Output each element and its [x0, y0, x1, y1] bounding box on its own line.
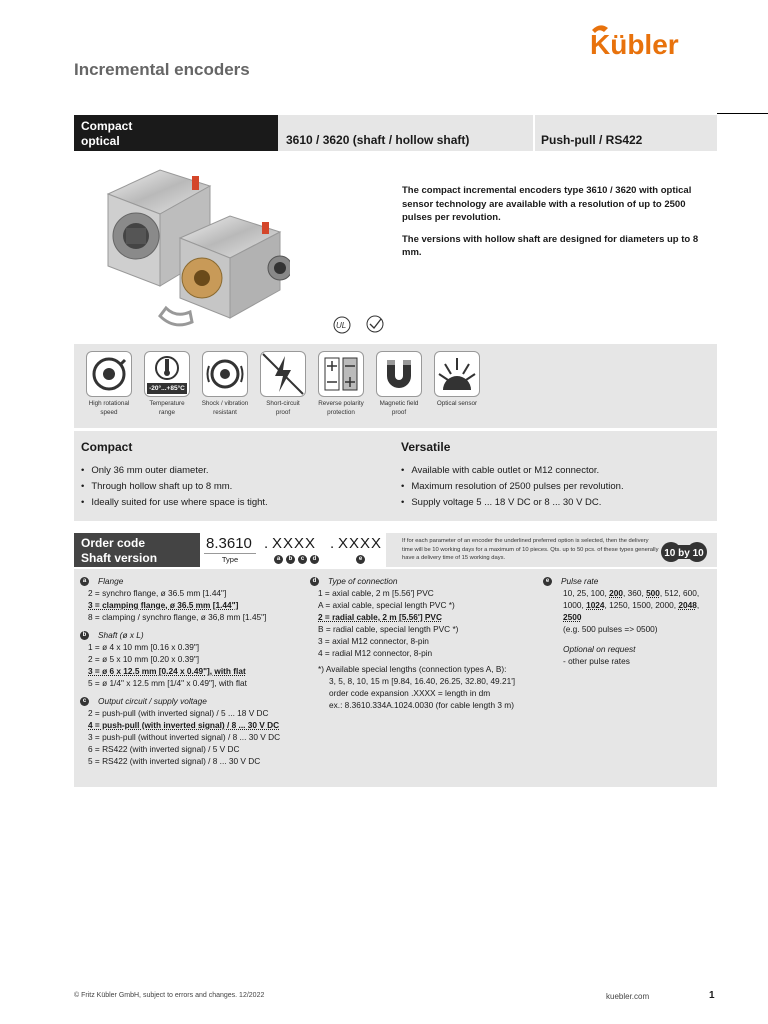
- output-title: Output circuit / supply voltage: [98, 696, 207, 706]
- connection-title: Type of connection: [328, 576, 398, 586]
- pulse-header: [543, 575, 713, 587]
- flange-option-preferred: 3 = clamping flange, ø 36.5 mm [1.44"]: [88, 600, 239, 610]
- order-code-slots-2: XXXX: [338, 535, 383, 552]
- footer-website: kuebler.com: [606, 992, 650, 1001]
- feature-optical: [428, 351, 486, 417]
- footer-copyright: © Fritz Kübler GmbH, subject to errors and changes. 12/2022: [74, 992, 265, 999]
- feature-magnetic-line2: proof: [391, 409, 407, 416]
- order-code-base-number: 8.3610: [206, 535, 252, 552]
- order-code-base: [200, 533, 260, 567]
- compact-item: • Ideally suited for use where space is tight.: [81, 495, 268, 511]
- pulse-value: ,: [696, 600, 700, 610]
- connection-footnote: order code expansion .XXXX = length in dm: [329, 688, 491, 698]
- versatile-title: Versatile: [401, 440, 451, 454]
- feature-icons: [80, 351, 486, 417]
- compact-item: • Only 36 mm outer diameter.: [81, 463, 268, 479]
- order-code-type-label: Type: [204, 553, 256, 564]
- order-code-dot-1: .: [264, 535, 269, 552]
- connection-footnote: ex.: 8.3610.334A.1024.0030 (for cable length 3 m): [329, 700, 514, 710]
- compact-section: [81, 440, 268, 511]
- pulse-value-preferred: 1024: [586, 600, 605, 610]
- pulse-values-line3: [543, 611, 713, 623]
- output-badge: c: [80, 697, 89, 706]
- feature-shock-line1: Shock / vibration: [201, 400, 249, 407]
- intro-paragraph-1: The compact incremental encoders type 3610 / 3620 with optical sensor technology are available with a resolution of up to 2500 pulses per revolution.: [402, 185, 692, 223]
- shaft-title: Shaft (ø x L): [98, 630, 144, 640]
- versatile-section: [401, 440, 624, 511]
- features-panel: [74, 344, 717, 521]
- pulse-value-preferred: 2048: [678, 600, 697, 610]
- optional-item: - other pulse rates: [563, 656, 630, 666]
- order-code-template: [200, 533, 386, 567]
- feature-speed: [80, 351, 138, 417]
- feature-shock: [196, 351, 254, 417]
- page-number: 1: [709, 990, 715, 1001]
- order-code-options: [74, 569, 717, 787]
- svg-text:UL: UL: [336, 321, 347, 330]
- connection-option: A = axial cable, special length PVC *): [318, 600, 455, 610]
- intro-text: [402, 184, 702, 268]
- output-option-preferred: 4 = push-pull (with inverted signal) / 8 ... 30 V DC: [88, 720, 280, 730]
- flange-option: 8 = clamping / synchro flange, ø 36,8 mm [1.45"]: [88, 612, 267, 622]
- connection-option: 4 = radial M12 connector, 8-pin: [318, 648, 433, 658]
- versatile-item: • Available with cable outlet or M12 connector.: [401, 463, 624, 479]
- header-rule: [717, 113, 768, 114]
- connection-footnote: 3, 5, 8, 10, 15 m [9.84, 16.40, 26.25, 32.80, 49.21']: [329, 676, 516, 686]
- category-line1: Compact: [81, 119, 133, 133]
- connection-option: B = radial cable, special length PVC *): [318, 624, 459, 634]
- certification-marks: [320, 313, 390, 335]
- pulse-value-preferred: 2500: [563, 612, 582, 622]
- reverse-polarity-icon: [318, 351, 364, 397]
- interface-cell: Push-pull / RS422: [535, 115, 717, 151]
- category-cell: [74, 115, 278, 151]
- feature-reverse-polarity: [312, 351, 370, 417]
- product-photo: [100, 158, 290, 338]
- pulse-value-preferred: 200: [609, 588, 623, 598]
- connection-header: [310, 575, 515, 587]
- output-header: [80, 695, 280, 707]
- pulse-value-preferred: 500: [646, 588, 660, 598]
- options-col-3: [543, 575, 713, 667]
- order-code-line2: Shaft version: [81, 551, 158, 565]
- high-rotational-speed-icon: [86, 351, 132, 397]
- connection-option: 3 = axial M12 connector, 8-pin: [318, 636, 429, 646]
- order-code-badges-1: [274, 555, 319, 564]
- pulse-example: (e.g. 500 pulses => 0500): [563, 624, 658, 634]
- flange-header: [80, 575, 280, 587]
- magnetic-field-icon: [376, 351, 422, 397]
- feature-temperature-line1: Temperature: [149, 400, 185, 407]
- output-option: 5 = RS422 (with inverted signal) / 8 ... 30 V DC: [88, 756, 261, 766]
- order-code-dot-2: .: [330, 535, 335, 552]
- model-cell: 3610 / 3620 (shaft / hollow shaft): [278, 115, 535, 151]
- feature-temperature-line2: range: [158, 409, 176, 416]
- temperature-range-icon: [144, 351, 190, 397]
- output-option: 2 = push-pull (with inverted signal) / 5 ... 18 V DC: [88, 708, 269, 718]
- flange-option: 2 = synchro flange, ø 36.5 mm [1.44"]: [88, 588, 227, 598]
- feature-reverse-polarity-line2: protection: [327, 409, 355, 416]
- page-title: Incremental encoders: [74, 60, 250, 79]
- feature-optical-line1: Optical sensor: [436, 400, 478, 407]
- shock-vibration-icon: [202, 351, 248, 397]
- pulse-title: Pulse rate: [561, 576, 599, 586]
- temperature-badge: -20°...+85°C: [149, 385, 185, 392]
- feature-magnetic: [370, 351, 428, 417]
- pulse-values-line1: [543, 587, 713, 599]
- ten-by-ten-icon: [660, 541, 708, 563]
- shaft-option: 2 = ø 5 x 10 mm [0.20 x 0.39"]: [88, 654, 200, 664]
- order-badge-c: c: [298, 555, 307, 564]
- ten-by-ten-text: 10 by 10: [664, 548, 704, 559]
- flange-title: Flange: [98, 576, 124, 586]
- features-divider: [74, 428, 717, 431]
- connection-option: 1 = axial cable, 2 m [5.56'] PVC: [318, 588, 434, 598]
- pulse-values-line2: [543, 599, 713, 611]
- feature-speed-line1: High rotational: [88, 400, 130, 407]
- feature-speed-line2: speed: [100, 409, 118, 416]
- output-option: 6 = RS422 (with inverted signal) / 5 V DC: [88, 744, 240, 754]
- pulse-value: 1000,: [563, 600, 587, 610]
- versatile-item: • Maximum resolution of 2500 pulses per revolution.: [401, 479, 624, 495]
- shaft-option: 1 = ø 4 x 10 mm [0.16 x 0.39"]: [88, 642, 200, 652]
- delivery-note: If for each parameter of an encoder the underlined preferred option is selected, then the delivery time will be 10 working days for a maximum of 10 pieces. Qts. up to 50 pcs. of these types generally have a delivery time of 15 working days.: [402, 538, 659, 561]
- versatile-item: • Supply voltage 5 ... 18 V DC or 8 ... 30 V DC.: [401, 495, 624, 511]
- feature-shock-line2: resistant: [213, 409, 237, 416]
- feature-magnetic-line1: Magnetic field: [379, 400, 419, 407]
- connection-badge: d: [310, 577, 319, 586]
- order-badge-a: a: [274, 555, 283, 564]
- rohs-mark-icon: [367, 316, 383, 332]
- options-col-1: [80, 575, 280, 767]
- intro-paragraph-2: The versions with hollow shaft are designed for diameters up to 8 mm.: [402, 233, 699, 258]
- order-badge-b: b: [286, 555, 295, 564]
- optical-sensor-icon: [434, 351, 480, 397]
- order-badge-e: e: [356, 555, 365, 564]
- options-col-2: [310, 575, 515, 711]
- output-option: 3 = push-pull (without inverted signal) / 8 ... 30 V DC: [88, 732, 281, 742]
- shaft-option-preferred: 3 = ø 6 x 12.5 mm [0.24 x 0.49"], with flat: [88, 666, 246, 676]
- pulse-value: , 1250, 1500, 2000,: [604, 600, 679, 610]
- short-circuit-proof-icon: [260, 351, 306, 397]
- flange-badge: a: [80, 577, 89, 586]
- order-code-slots-1: XXXX: [272, 535, 317, 552]
- order-code-header: [74, 533, 717, 567]
- kubler-logo: [586, 22, 718, 62]
- pulse-badge: e: [543, 577, 552, 586]
- pulse-value: 10, 25, 100,: [563, 588, 610, 598]
- order-code-title: [74, 533, 200, 567]
- compact-item: • Through hollow shaft up to 8 mm.: [81, 479, 268, 495]
- shaft-badge: b: [80, 631, 89, 640]
- pulse-value: , 512, 600,: [659, 588, 700, 598]
- shaft-option: 5 = ø 1/4" x 12.5 mm [1/4" x 0.49"], with flat: [88, 678, 247, 688]
- logo-text: Kübler: [590, 29, 679, 60]
- order-code-line1: Order code: [81, 536, 146, 550]
- feature-short-circuit: [254, 351, 312, 417]
- feature-temperature: [138, 351, 196, 417]
- feature-reverse-polarity-line1: Reverse polarity: [318, 400, 364, 407]
- category-band: [74, 115, 717, 151]
- optional-title: Optional on request: [563, 644, 636, 654]
- connection-option-preferred: 2 = radial cable, 2 m [5.56'] PVC: [318, 612, 442, 622]
- category-line2: optical: [81, 134, 120, 148]
- feature-short-circuit-line2: proof: [275, 409, 291, 416]
- compact-title: Compact: [81, 440, 133, 454]
- order-badge-d: d: [310, 555, 319, 564]
- feature-short-circuit-line1: Short-circuit: [266, 400, 300, 407]
- connection-footnote: *) Available special lengths (connection types A, B):: [318, 664, 507, 674]
- pulse-value: , 360,: [622, 588, 647, 598]
- shaft-header: [80, 629, 280, 641]
